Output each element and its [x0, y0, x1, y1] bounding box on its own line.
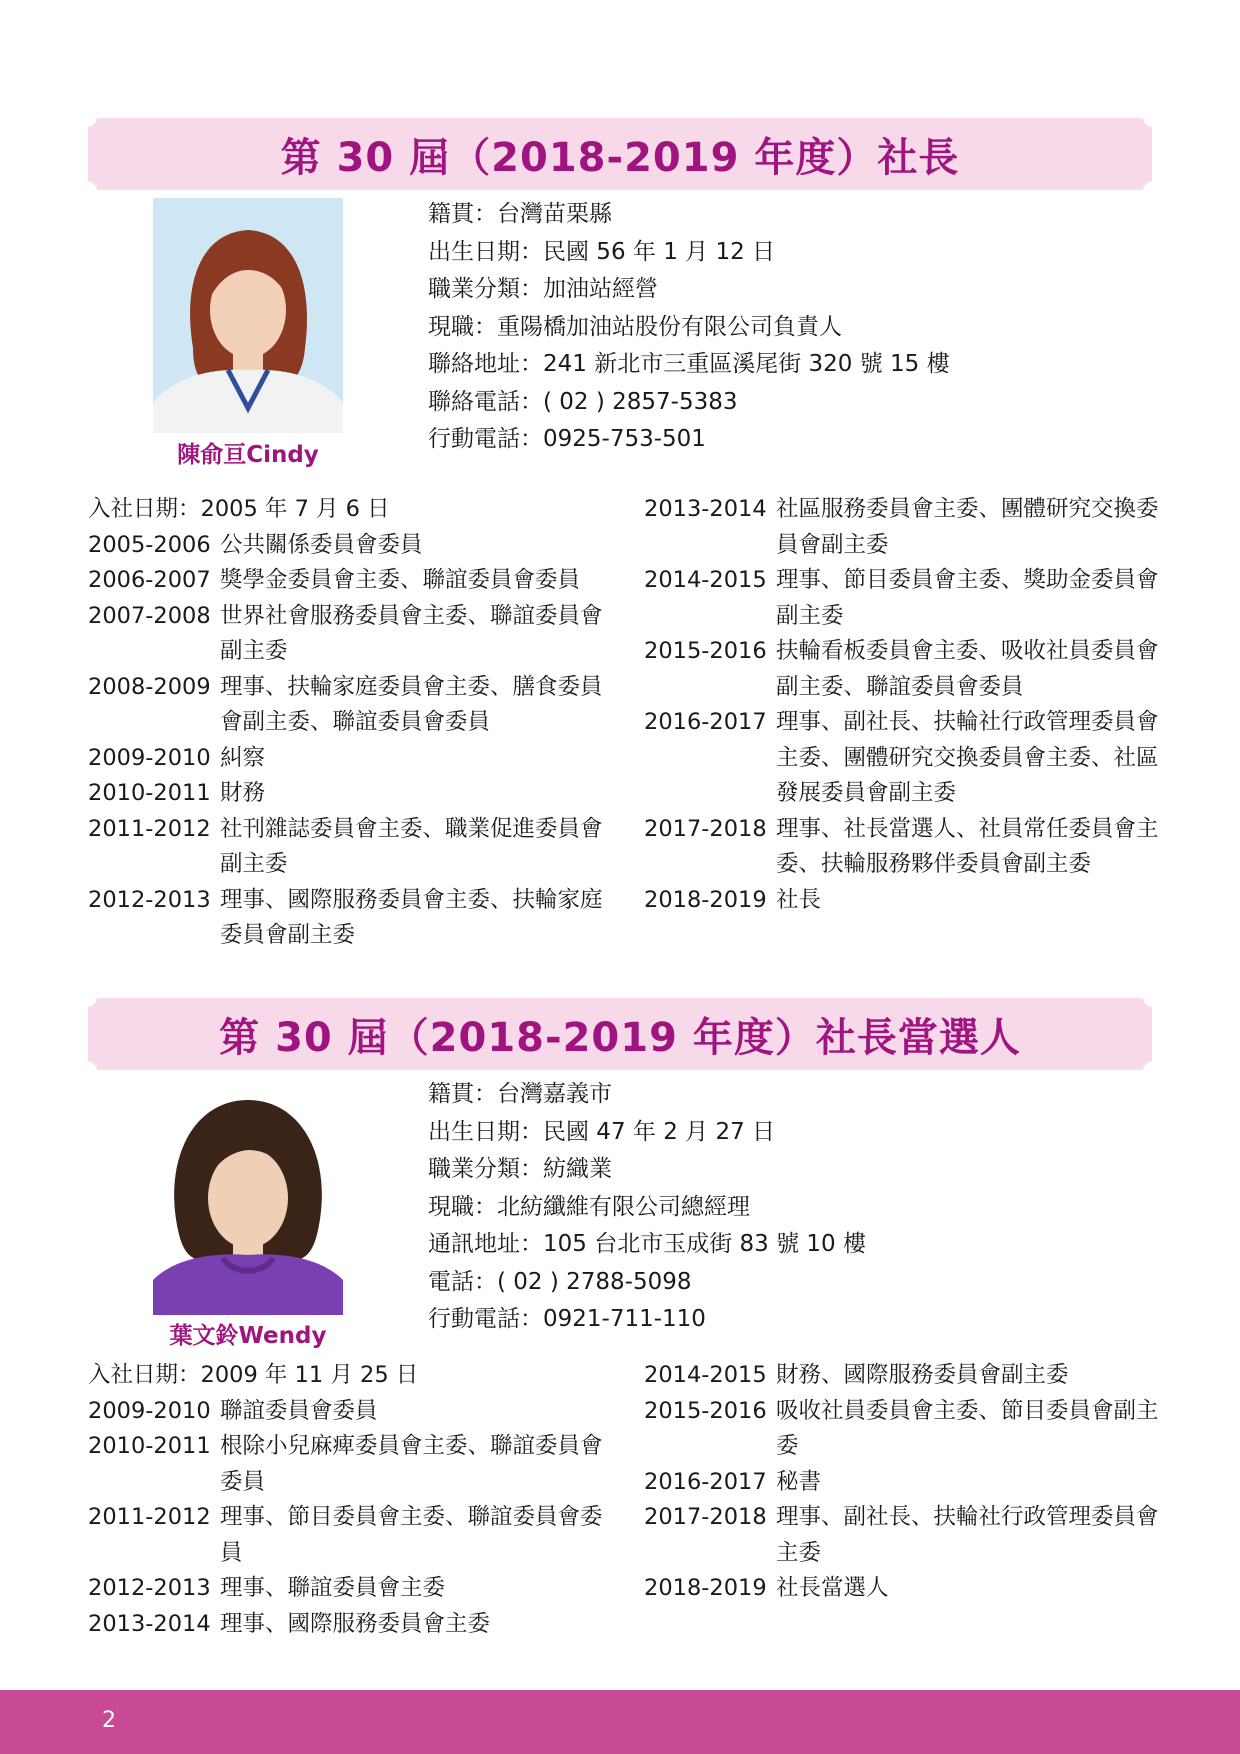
- history-entry: [644, 1500, 1164, 1571]
- history-year: 2016-2017: [644, 1468, 767, 1495]
- history-year: 2009-2010: [88, 744, 211, 771]
- history-entry: [644, 883, 1164, 919]
- history-year: 2018-2019: [644, 1575, 767, 1601]
- info-line: 籍貫：台灣嘉義市: [428, 1081, 612, 1107]
- info-line: 職業分類：加油站經營: [428, 276, 658, 302]
- info-line: 電話：( 02 ) 2788-5098: [428, 1268, 692, 1295]
- history-entry: [88, 528, 608, 564]
- history-text: 根除小兒麻痺委員會主委、聯誼委員會委員: [220, 1433, 603, 1495]
- history-entry: [88, 1500, 608, 1571]
- history-text: 理事、節目委員會主委、獎助金委員會副主委: [776, 567, 1159, 629]
- section-title-president-elect: [88, 998, 1152, 1070]
- history-entry: [644, 705, 1164, 812]
- info-line: 聯絡電話：( 02 ) 2857-5383: [428, 388, 738, 415]
- page-footer: [0, 1690, 1240, 1754]
- history-text: 財務、國際服務委員會副主委: [776, 1362, 1069, 1388]
- history-text: 扶輪看板委員會主委、吸收社員委員會副主委、聯誼委員會委員: [776, 638, 1159, 700]
- president-elect-title: 第 30 屆（2018-2019 年度）社長當選人: [219, 1014, 1021, 1061]
- president-photo: [153, 198, 343, 433]
- info-line: 通訊地址：105 台北市玉成街 83 號 10 樓: [428, 1231, 866, 1257]
- president-elect-history-left: [88, 1358, 608, 1642]
- history-text: 社長當選人: [776, 1575, 889, 1601]
- info-line: 行動電話：0921-711-110: [428, 1306, 706, 1332]
- history-text: 聯誼委員會委員: [220, 1397, 378, 1424]
- history-entry: [644, 1571, 1164, 1607]
- history-text: 理事、節目委員會主委、聯誼委員會委員: [220, 1504, 603, 1566]
- history-year: 2008-2009: [88, 673, 211, 700]
- info-line: 現職：北紡纖維有限公司總經理: [428, 1193, 750, 1220]
- president-elect-photo: [153, 1080, 343, 1315]
- history-entry: [88, 599, 608, 670]
- history-year: 2017-2018: [644, 815, 767, 842]
- history-year: 2010-2011: [88, 1433, 211, 1459]
- join-date: 入社日期：2009 年 11 月 25 日: [88, 1362, 419, 1388]
- section-title-president: [88, 118, 1152, 190]
- history-entry: [88, 883, 608, 954]
- history-entry: [88, 741, 608, 777]
- history-year: 2015-2016: [644, 638, 767, 664]
- history-text: 公共關係委員會委員: [220, 531, 423, 558]
- info-line: 出生日期：民國 47 年 2 月 27 日: [428, 1118, 776, 1145]
- history-year: 2012-2013: [88, 886, 211, 913]
- history-text: 社刊雜誌委員會主委、職業促進委員會副主委: [220, 815, 603, 877]
- president-info: [428, 196, 1148, 459]
- history-entry: [88, 776, 608, 812]
- history-entry: [644, 492, 1164, 563]
- history-text: 理事、副社長、扶輪社行政管理委員會主委、團體研究交換委員會主委、社區發展委員會副主委: [776, 709, 1159, 806]
- president-title: 第 30 屆（2018-2019 年度）社長: [280, 134, 960, 181]
- president-history-right: [644, 492, 1164, 918]
- history-entry: [644, 1358, 1164, 1394]
- president-elect-name: 葉文鈴Wendy: [169, 1323, 327, 1349]
- history-text: 糾察: [220, 744, 266, 771]
- history-entry: [88, 670, 608, 741]
- history-entry: [88, 1394, 608, 1430]
- history-year: 2009-2010: [88, 1397, 211, 1424]
- history-entry: [88, 1607, 608, 1643]
- history-year: 2006-2007: [88, 567, 211, 593]
- history-entry: [88, 1571, 608, 1607]
- history-entry: [644, 563, 1164, 634]
- history-text: 理事、扶輪家庭委員會主委、膳食委員會副主委、聯誼委員會委員: [220, 673, 603, 735]
- history-text: 理事、聯誼委員會主委: [220, 1575, 446, 1601]
- president-elect-info: [428, 1076, 1148, 1339]
- history-year: 2012-2013: [88, 1575, 211, 1601]
- history-entry: [644, 1465, 1164, 1501]
- history-year: 2018-2019: [644, 886, 767, 913]
- info-line: 行動電話：0925-753-501: [428, 426, 706, 452]
- history-year: 2016-2017: [644, 709, 767, 735]
- history-text: 財務: [220, 780, 266, 806]
- history-text: 理事、國際服務委員會主委: [220, 1610, 491, 1637]
- history-year: 2010-2011: [88, 780, 211, 806]
- info-line: 籍貫：台灣苗栗縣: [428, 201, 612, 227]
- history-text: 吸收社員委員會主委、節目委員會副主委: [776, 1397, 1159, 1459]
- history-text: 社長: [776, 886, 822, 913]
- history-text: 獎學金委員會主委、聯誼委員會委員: [220, 567, 581, 593]
- history-year: 2014-2015: [644, 1362, 767, 1388]
- history-entry: [88, 563, 608, 599]
- info-line: 聯絡地址：241 新北市三重區溪尾街 320 號 15 樓: [428, 351, 950, 377]
- history-year: 2013-2014: [88, 1610, 211, 1637]
- history-entry: [644, 634, 1164, 705]
- history-text: 理事、國際服務委員會主委、扶輪家庭委員會副主委: [220, 886, 603, 948]
- history-text: 理事、社長當選人、社員常任委員會主委、扶輪服務夥伴委員會副主委: [776, 815, 1159, 877]
- page-number: 2: [102, 1708, 116, 1733]
- join-date: 入社日期：2005 年 7 月 6 日: [88, 496, 390, 522]
- history-year: 2007-2008: [88, 602, 211, 629]
- history-entry: [88, 1429, 608, 1500]
- history-entry: [88, 812, 608, 883]
- history-text: 理事、副社長、扶輪社行政管理委員會主委: [776, 1504, 1159, 1566]
- history-text: 世界社會服務委員會主委、聯誼委員會副主委: [220, 602, 603, 664]
- history-year: 2011-2012: [88, 1504, 211, 1530]
- history-year: 2011-2012: [88, 815, 211, 842]
- history-text: 秘書: [776, 1468, 822, 1495]
- president-elect-history-right: [644, 1358, 1164, 1607]
- info-line: 出生日期：民國 56 年 1 月 12 日: [428, 238, 776, 265]
- history-year: 2014-2015: [644, 567, 767, 593]
- president-name: 陳俞亘Cindy: [177, 442, 319, 468]
- president-history-left: [88, 492, 608, 954]
- history-entry: [644, 1394, 1164, 1465]
- info-line: 職業分類：紡織業: [428, 1156, 612, 1182]
- info-line: 現職：重陽橋加油站股份有限公司負責人: [428, 313, 842, 340]
- history-text: 社區服務委員會主委、團體研究交換委員會副主委: [776, 496, 1159, 558]
- history-year: 2015-2016: [644, 1397, 767, 1424]
- history-year: 2017-2018: [644, 1504, 767, 1530]
- history-year: 2013-2014: [644, 496, 767, 522]
- history-entry: [644, 812, 1164, 883]
- history-year: 2005-2006: [88, 531, 211, 558]
